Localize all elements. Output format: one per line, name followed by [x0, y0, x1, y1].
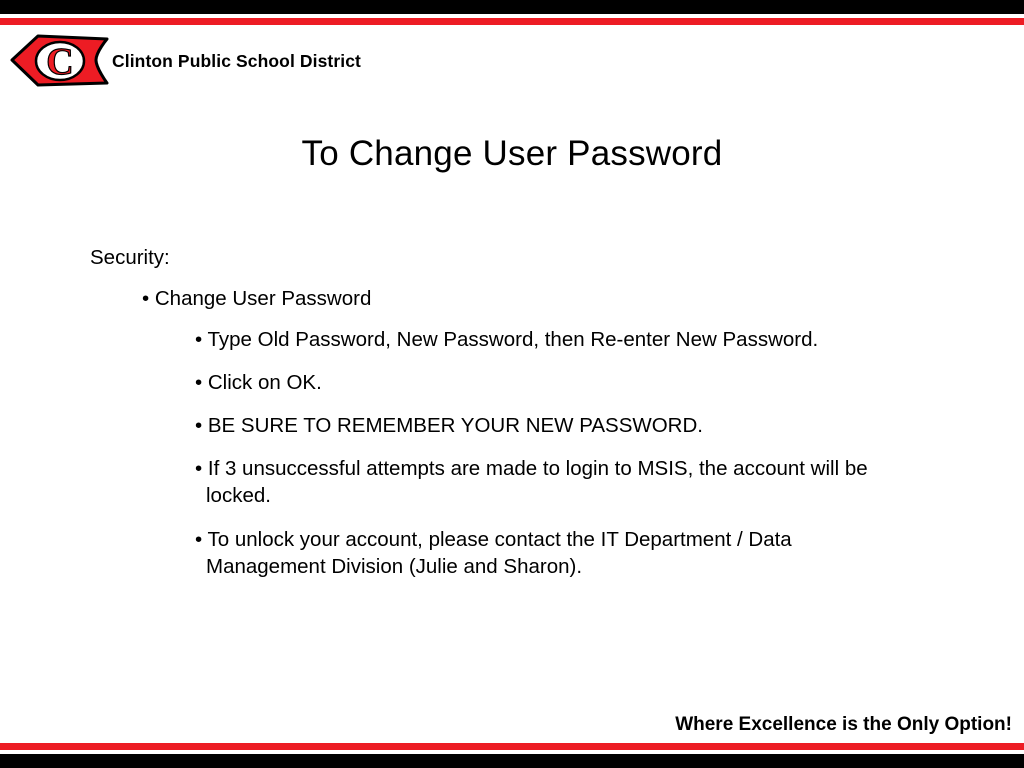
top-black-bar [0, 0, 1024, 14]
bullet-change-user-password: • Change User Password [142, 286, 372, 310]
bullet-account-locked: • If 3 unsuccessful attempts are made to login to MSIS, the account will be locked. [195, 457, 868, 508]
clinton-arrowhead-logo-icon [8, 30, 112, 92]
top-red-bar [0, 18, 1024, 25]
bullet-click-ok: • Click on OK. [195, 371, 322, 395]
page-title: To Change User Password [301, 134, 723, 173]
footer-tagline: Where Excellence is the Only Option! [675, 714, 1012, 735]
security-label: Security: [90, 246, 170, 269]
bottom-red-bar [0, 743, 1024, 750]
slide-body [90, 245, 970, 596]
bullet-unlock-contact: • To unlock your account, please contact the IT Department / Data Management Division (Julie and Sharon). [195, 527, 792, 578]
bottom-black-bar [0, 754, 1024, 768]
svg-text:C: C [46, 41, 74, 83]
bullet-type-passwords: • Type Old Password, New Password, then Re-enter New Password. [195, 328, 819, 352]
district-name: Clinton Public School District [112, 50, 361, 71]
bullet-remember-password: • BE SURE TO REMEMBER YOUR NEW PASSWORD. [195, 414, 703, 438]
header [8, 30, 361, 92]
